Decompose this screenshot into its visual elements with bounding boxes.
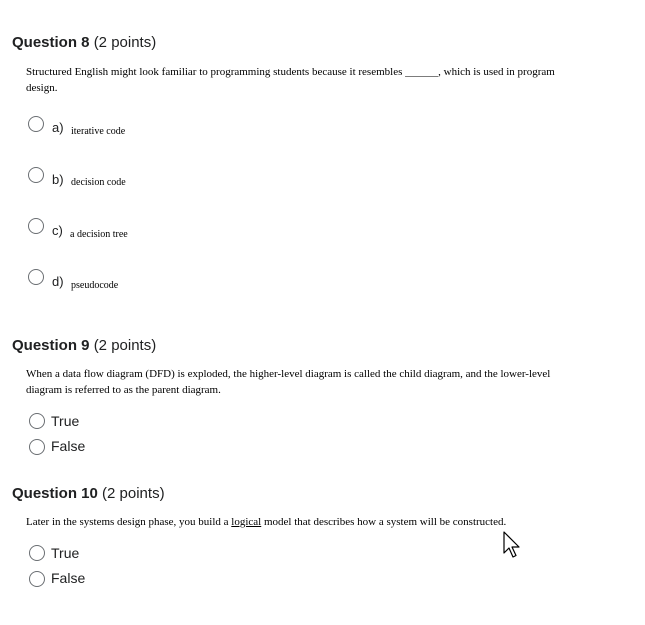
question-10-text bbox=[26, 514, 586, 530]
option-false-label[interactable]: False bbox=[51, 438, 86, 454]
question-number: Question 8 bbox=[12, 34, 90, 51]
question-8-text: Structured English might look familiar to programming students because it resembles ______, which is used in program design. bbox=[26, 66, 555, 94]
radio-false[interactable] bbox=[29, 439, 45, 455]
mouse-pointer-icon bbox=[503, 531, 523, 559]
option-text-a[interactable]: iterative code bbox=[71, 126, 126, 137]
radio-option-d[interactable] bbox=[28, 269, 44, 285]
question-title bbox=[12, 336, 632, 356]
option-text-b[interactable]: decision code bbox=[71, 177, 126, 188]
question-9-text: When a data flow diagram (DFD) is exploded, the higher-level diagram is called the child diagram, and the lower-level diagram is referred to as the parent diagram. bbox=[26, 368, 551, 396]
question-9 bbox=[12, 336, 632, 356]
question-10 bbox=[12, 484, 632, 504]
option-true-label[interactable]: True bbox=[51, 545, 80, 561]
text-before: Later in the systems design phase, you build a bbox=[26, 516, 232, 528]
option-false-label[interactable]: False bbox=[51, 570, 86, 586]
option-letter-a: a) bbox=[52, 120, 64, 135]
option-letter-b: b) bbox=[52, 172, 64, 187]
option-text-c[interactable]: a decision tree bbox=[70, 229, 128, 240]
option-letter-d: d) bbox=[52, 274, 64, 289]
text-after: model that describes how a system will be constructed. bbox=[261, 516, 507, 528]
question-number: Question 10 bbox=[12, 485, 98, 502]
radio-option-a[interactable] bbox=[28, 116, 44, 132]
question-8 bbox=[12, 33, 632, 53]
option-letter-c: c) bbox=[52, 223, 63, 238]
radio-option-c[interactable] bbox=[28, 218, 44, 234]
radio-false[interactable] bbox=[29, 571, 45, 587]
question-points: (2 points) bbox=[93, 337, 157, 354]
radio-option-b[interactable] bbox=[28, 167, 44, 183]
radio-true[interactable] bbox=[29, 545, 45, 561]
option-true-label[interactable]: True bbox=[51, 413, 80, 429]
question-points: (2 points) bbox=[102, 485, 165, 502]
question-title bbox=[12, 484, 632, 504]
radio-true[interactable] bbox=[29, 413, 45, 429]
question-number: Question 9 bbox=[12, 337, 90, 354]
question-title bbox=[12, 33, 632, 53]
option-text-d[interactable]: pseudocode bbox=[71, 280, 119, 291]
text-underlined: logical bbox=[231, 516, 262, 528]
question-points: (2 points) bbox=[93, 34, 157, 51]
